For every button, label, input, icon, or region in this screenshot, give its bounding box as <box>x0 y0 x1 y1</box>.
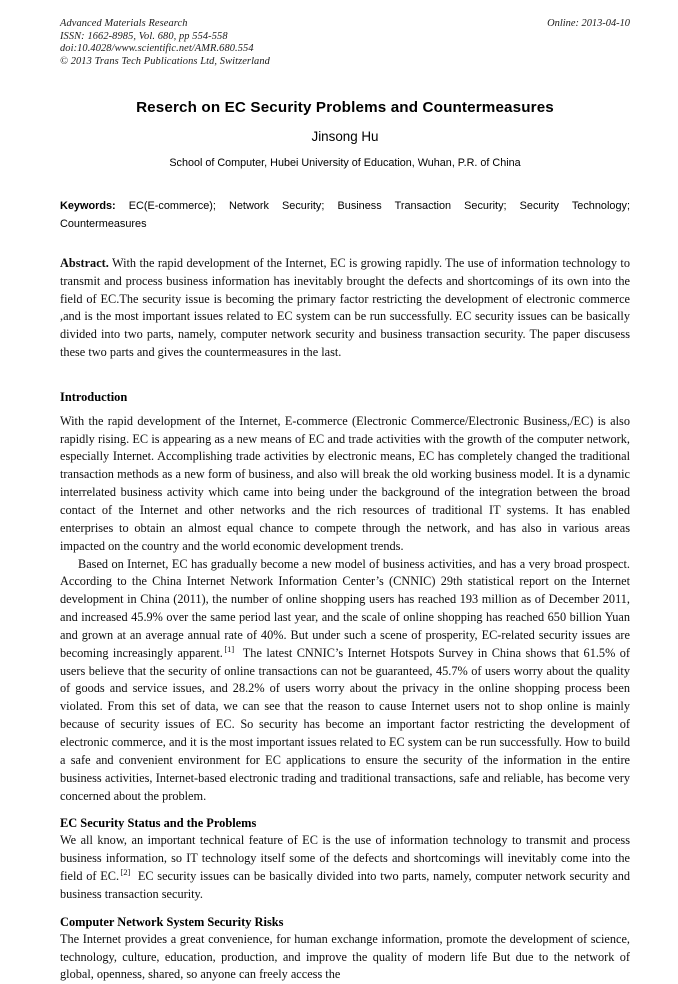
citation-gap-1 <box>234 646 243 660</box>
keywords-block <box>60 198 630 233</box>
computer-network-risks-paragraph: The Internet provides a great convenience, for human exchange information, promote the development of science, technology, culture, education, production, and improve the quality of modern life But due to the network of global, openness, shared, so anyone can freely access the <box>60 931 630 982</box>
section-heading-ec-security-status: EC Security Status and the Problems <box>60 816 257 831</box>
abstract-block <box>60 255 630 362</box>
abstract-text: With the rapid development of the Internet, EC is growing rapidly. The use of information technology to transmit and process business information has inevitably brought the defects and shortcomings of its own into the field of EC.The security issue is becoming the primary factor restricting the development of electronic commerce ,and is the most important issues related to EC system can be run successfully. EC security issues can be basically divided into two parts, namely, computer network security and business transaction security. The paper discusess these two parts and gives the countermeasures in the last. <box>60 256 630 359</box>
citation-gap-2 <box>130 869 138 883</box>
section-heading-introduction: Introduction <box>60 389 128 404</box>
citation-marker-1: [1] <box>224 644 235 654</box>
citation-marker-2: [2] <box>120 867 131 877</box>
introduction-paragraph-1: With the rapid development of the Internet, E-commerce (Electronic Commerce/Electronic Business,/EC) is also rapidly rising. EC is appearing as a new means of EC and trade activities with the growth of the computer network, especially Internet. Accomplishing trade activities by electronic means, EC has completely changed the traditional transaction methods as a new form of business, and also will break the old working business model. It is a dynamic interrelated business activity which came into being under the background of the integration between the broad contact of the Internet and other networks and the rich resources of traditional IT systems. It has enabled enterprises to obtain an almost equal chance to compete through the network, and has also in various areas impacted on the country and the world economic development trends. <box>60 413 630 553</box>
journal-metadata-block <box>60 18 630 68</box>
journal-doi-line: doi:10.4028/www.scientific.net/AMR.680.554 <box>60 43 254 55</box>
introduction-paragraph-2-part1: Based on Internet, EC has gradually become a new model of business activities, and has a very broad prospect. According to the China Internet Network Information Center’s (CNNIC) 29th statistical report on the Internet development in China (2011), the number of online shopping users has reached 193 million as of December 2011, and increased 45.9% over the same period last year, and the scale of online shopping has reached 650 billion Yuan and grown at an average annual rate of 40%. But under such a scene of prosperity, EC-related security issues are becoming increasingly apparent. <box>60 556 630 660</box>
journal-copyright-line: © 2013 Trans Tech Publications Ltd, Switzerland <box>60 55 270 67</box>
keywords-text: EC(E-commerce); Network Security; Business Transaction Security; Security Technology; Countermeasures <box>60 200 630 230</box>
abstract-label: Abstract. <box>60 256 109 270</box>
journal-issn-line: ISSN: 1662-8985, Vol. 680, pp 554-558 <box>60 30 228 42</box>
title-block <box>60 98 630 171</box>
online-publication-date: Online: 2013-04-10 <box>547 18 630 29</box>
author-affiliation: School of Computer, Hubei University of Education, Wuhan, P.R. of China <box>169 157 521 169</box>
journal-header <box>60 18 630 80</box>
introduction-paragraph-2 <box>60 556 630 806</box>
introduction-paragraph-2-part2: The latest CNNIC’s Internet Hotspots Survey in China shows that 61.5% of users believe that the security of online transactions can not be guaranteed, 45.7% of users worry about the quality of goods and service issues, and 28.2% of users worry about the privacy in the online shopping process been violated. From this set of data, we can see that the reason to cause Internet users not to shop online is mainly because of security issues of EC. So security has become an important factor restricting the development of electronic commerce, and it is the most important issues related to EC system can be run successfully. How to build a safe and convenient environment for EC applications to ensure the security of the information in the entire business activities, Internet-based electronic trading and traditional transactions, safe and reliable, has become very concerned about the problem. <box>60 645 630 803</box>
ec-security-status-part1: We all know, an important technical feature of EC is the use of information technology to transmit and process business information, so IT technology itself some of the defects and shortcomings will inevitably come into the field of EC. <box>60 833 630 884</box>
author-name: Jinsong Hu <box>311 129 379 144</box>
journal-name: Advanced Materials Research <box>60 18 188 29</box>
page-title: Reserch on EC Security Problems and Countermeasures <box>136 99 554 116</box>
section-heading-computer-network-risks: Computer Network System Security Risks <box>60 914 284 929</box>
ec-security-status-part2: EC security issues can be basically divided into two parts, namely, computer network security and business transaction security. <box>60 869 630 901</box>
keywords-label: Keywords: <box>60 200 116 212</box>
ec-security-status-paragraph <box>60 832 630 903</box>
